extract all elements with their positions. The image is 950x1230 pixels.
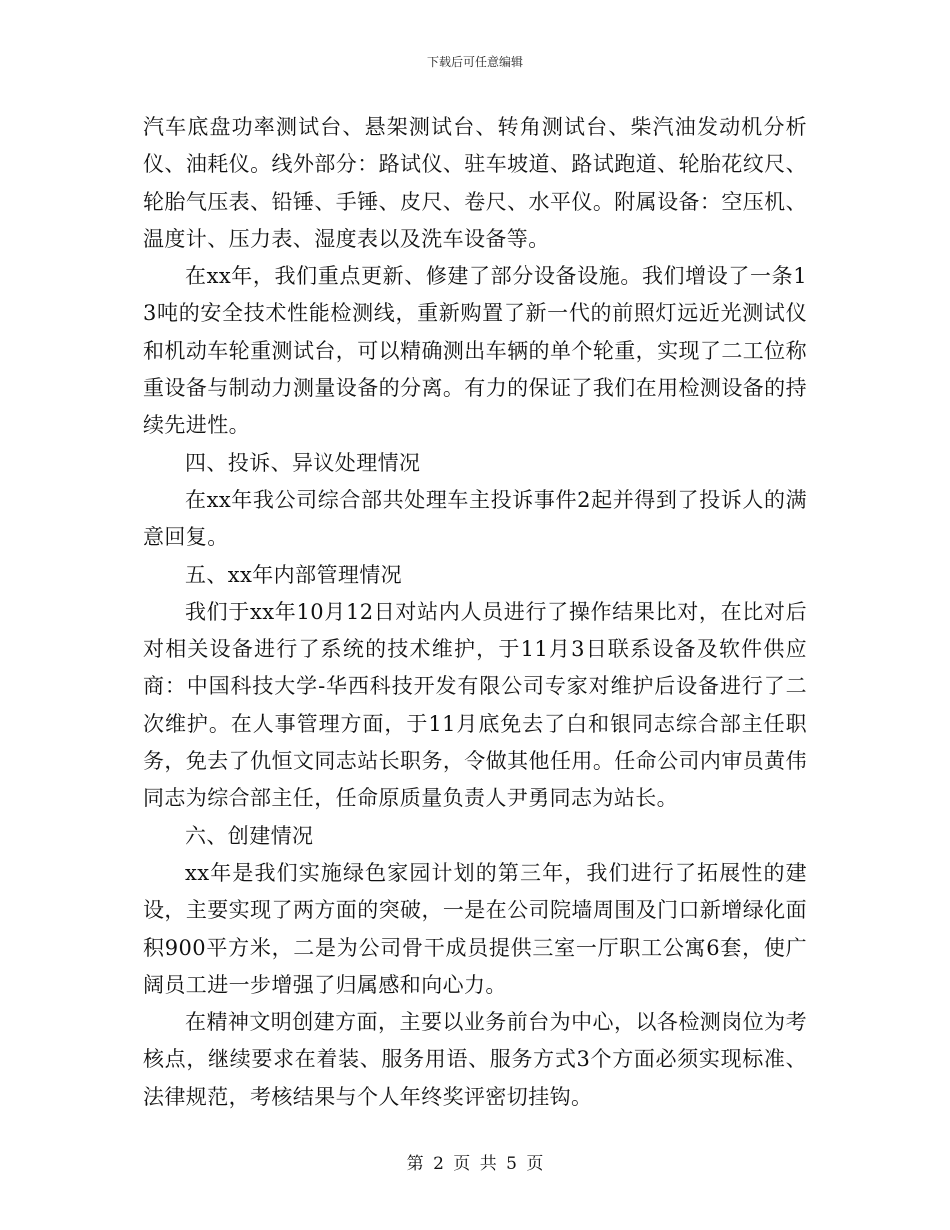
section-heading-internal-management: 五、xx年内部管理情况 bbox=[185, 562, 403, 587]
section-heading-creation: 六、创建情况 bbox=[185, 823, 314, 848]
paragraph-spiritual-civilization: 在精神文明创建方面，主要以业务前台为中心，以各检测岗位为考核点，继续要求在着装、服务用语、服务方式3个方面必须实现标准、法律规范，考核结果与个人年终奖评密切挂钩。 bbox=[143, 1010, 807, 1109]
paragraph-equipment-update: 在xx年，我们重点更新、修建了部分设备设施。我们增设了一条13吨的安全技术性能检测线，重新购置了新一代的前照灯远近光测试仪和机动车轮重测试台，可以精确测出车辆的单个轮重，实现了二工位称重设备与制动力测量设备的分离。有力的保证了我们在用检测设备的持续先进性。 bbox=[143, 264, 807, 438]
paragraph-internal-management: 我们于xx年10月12日对站内人员进行了操作结果比对，在比对后对相关设备进行了系统的技术维护，于11月3日联系设备及软件供应商：中国科技大学-华西科技开发有限公司专家对维护后设备进行了二次维护。在人事管理方面，于11月底免去了白和银同志综合部主任职务，免去了仇恒文同志站长职务，令做其他任用。任命公司内审员黄伟同志为综合部主任，任命原质量负责人尹勇同志为站长。 bbox=[143, 599, 807, 811]
paragraph-complaints: 在xx年我公司综合部共处理车主投诉事件2起并得到了投诉人的满意回复。 bbox=[143, 487, 807, 550]
document-body bbox=[143, 109, 807, 1116]
page-number: 第 2 页 共 5 页 bbox=[406, 1154, 544, 1174]
paragraph-equipment-list: 汽车底盘功率测试台、悬架测试台、转角测试台、柴汽油发动机分析仪、油耗仪。线外部分：路试仪、驻车坡道、路试跑道、轮胎花纹尺、轮胎气压表、铅锤、手锤、皮尺、卷尺、水平仪。附属设备：空压机、温度计、压力表、湿度表以及洗车设备等。 bbox=[143, 115, 807, 251]
section-heading-complaints: 四、投诉、异议处理情况 bbox=[185, 450, 421, 475]
paragraph-green-home: xx年是我们实施绿色家园计划的第三年，我们进行了拓展性的建设，主要实现了两方面的突破，一是在公司院墙周围及门口新增绿化面积900平方米，二是为公司骨干成员提供三室一厅职工公寓6套，使广阔员工进一步增强了归属感和向心力。 bbox=[143, 860, 807, 997]
page-header-note: 下载后可任意编辑 bbox=[426, 55, 523, 69]
